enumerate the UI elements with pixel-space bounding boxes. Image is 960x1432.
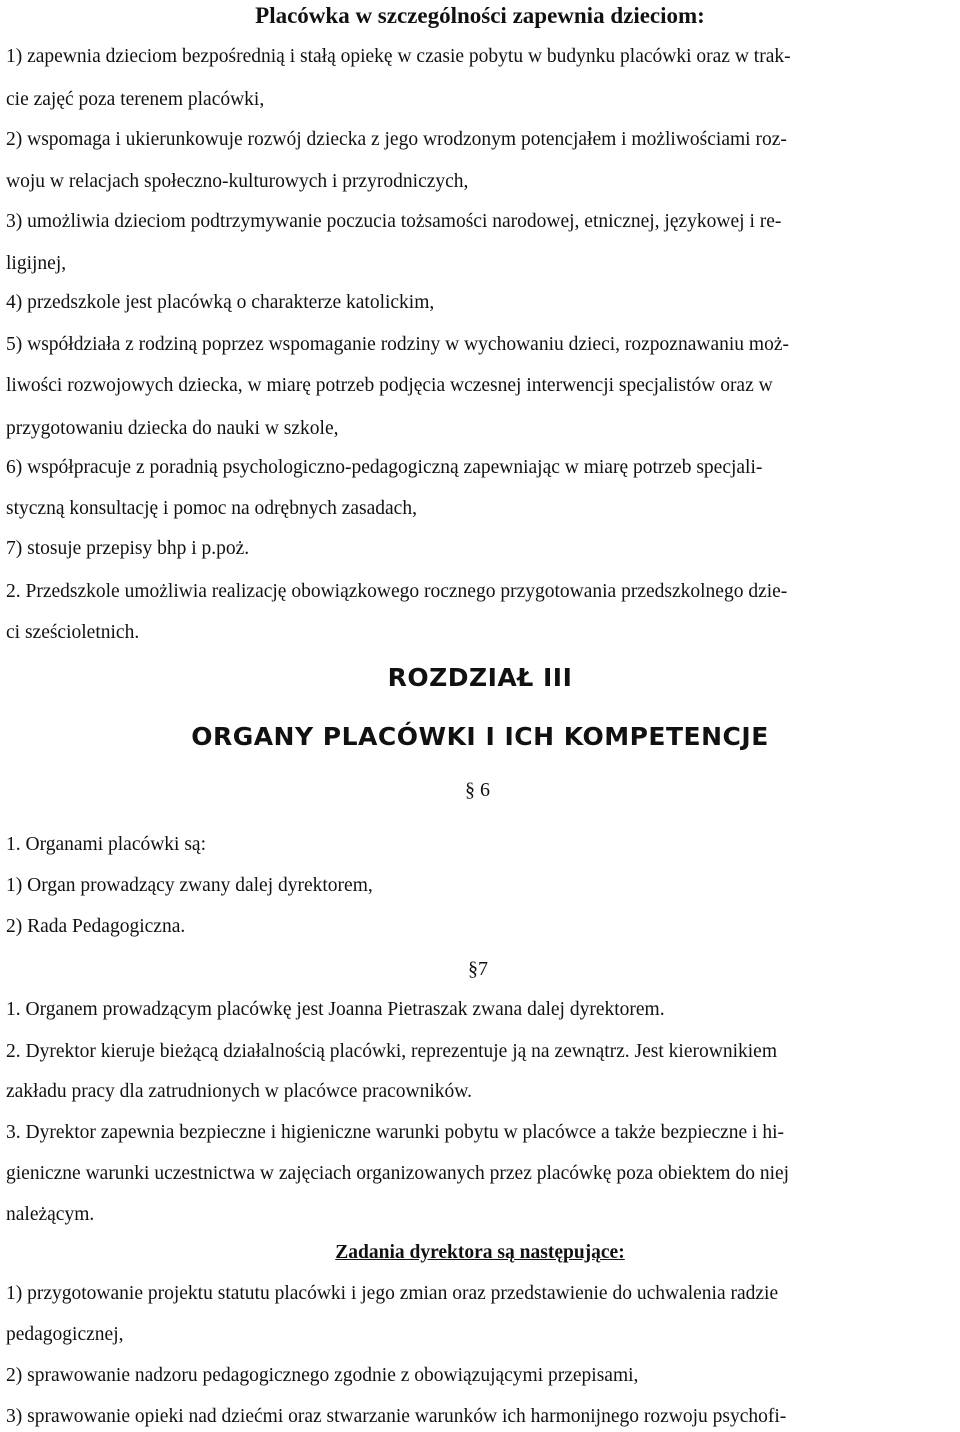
text-line: 6) współpracuje z poradnią psychologiczno-pedagogiczną zapewniając w miarę potrzeb specjali- <box>6 457 763 478</box>
text-line: styczną konsultację i pomoc na odrębnych zasadach, <box>6 498 417 519</box>
text-line: 4) przedszkole jest placówką o charakterze katolickim, <box>6 292 435 313</box>
text-line: 2) wspomaga i ukierunkowuje rozwój dziecka z jego wrodzonym potencjałem i możliwościami roz- <box>6 129 787 150</box>
text-line: 3) umożliwia dzieciom podtrzymywanie poczucia tożsamości narodowej, etnicznej, językowej i re- <box>6 211 782 232</box>
text-line: 3) sprawowanie opieki nad dziećmi oraz stwarzanie warunków ich harmonijnego rozwoju psychofi- <box>6 1406 787 1427</box>
section-number: §7 <box>468 958 488 980</box>
text-line: 5) współdziała z rodziną poprzez wspomaganie rodziny w wychowaniu dzieci, rozpoznawaniu moż- <box>6 334 789 355</box>
text-line: 2) Rada Pedagogiczna. <box>6 916 186 937</box>
section-number: § 6 <box>465 779 490 801</box>
text-line: 2. Dyrektor kieruje bieżącą działalnością placówki, reprezentuje ją na zewnątrz. Jest kierownikiem <box>6 1041 777 1062</box>
text-line: 1) przygotowanie projektu statutu placówki i jego zmian oraz przedstawienie do uchwalenia radzie <box>6 1283 779 1304</box>
text-line: 7) stosuje przepisy bhp i p.poż. <box>6 538 250 559</box>
text-line: 1. Organami placówki są: <box>6 834 207 855</box>
text-line: ci sześcioletnich. <box>6 622 140 643</box>
text-line: 1. Organem prowadzącym placówkę jest Joanna Pietraszak zwana dalej dyrektorem. <box>6 999 665 1020</box>
text-line: woju w relacjach społeczno-kulturowych i przyrodniczych, <box>6 171 469 192</box>
subheading: Zadania dyrektora są następujące: <box>335 1242 625 1263</box>
text-line: 3. Dyrektor zapewnia bezpieczne i higieniczne warunki pobytu w placówce a także bezpieczne i hi- <box>6 1122 785 1143</box>
text-line: należącym. <box>6 1204 95 1225</box>
text-line: 1) Organ prowadzący zwany dalej dyrektorem, <box>6 875 373 896</box>
page-title: Placówka w szczególności zapewnia dzieciom: <box>255 3 705 28</box>
text-line: 2. Przedszkole umożliwia realizację obowiązkowego rocznego przygotowania przedszkolnego dzie- <box>6 581 788 602</box>
text-line: przygotowaniu dziecka do nauki w szkole, <box>6 418 339 439</box>
text-line: liwości rozwojowych dziecka, w miarę potrzeb podjęcia wczesnej interwencji specjalistów oraz w <box>6 375 773 396</box>
text-line: gieniczne warunki uczestnictwa w zajęciach organizowanych przez placówkę poza obiektem do niej <box>6 1163 790 1184</box>
chapter-heading: ROZDZIAŁ III <box>387 663 573 692</box>
text-line: 1) zapewnia dzieciom bezpośrednią i stałą opiekę w czasie pobytu w budynku placówki oraz w trak- <box>6 46 791 67</box>
text-line: cie zajęć poza terenem placówki, <box>6 89 265 110</box>
text-line: pedagogicznej, <box>6 1324 124 1345</box>
text-line: zakładu pracy dla zatrudnionych w placówce pracowników. <box>6 1081 473 1102</box>
chapter-title: ORGANY PLACÓWKI I ICH KOMPETENCJE <box>191 722 769 751</box>
text-line: 2) sprawowanie nadzoru pedagogicznego zgodnie z obowiązującymi przepisami, <box>6 1365 639 1386</box>
text-line: ligijnej, <box>6 253 67 274</box>
